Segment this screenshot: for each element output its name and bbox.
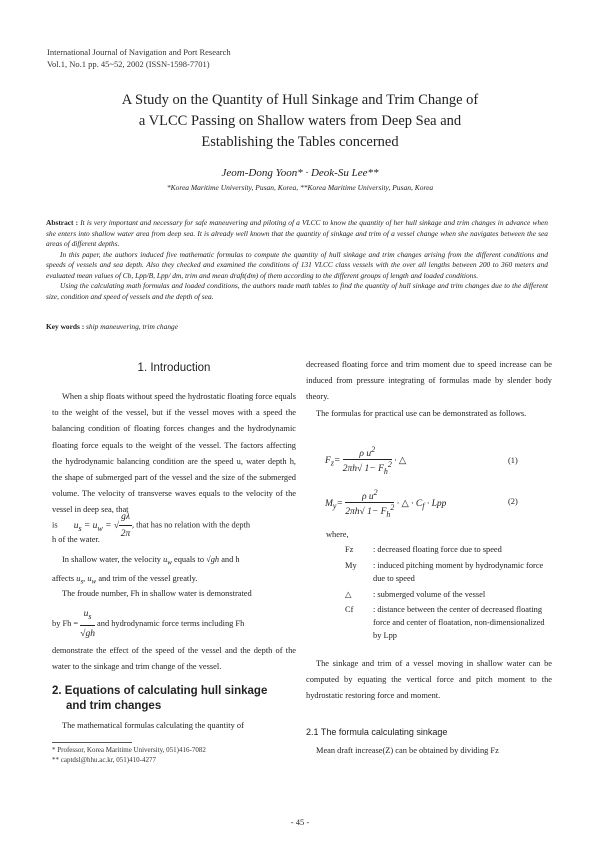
section-2-heading: 2. Equations of calculating hull sinkage and trim changes <box>52 685 268 712</box>
abstract: Abstract : It is very important and necessary for safe maneuvering and piloting of a VLCC to know the quantity of her hull sinkage and trim changes in advance when she enters into shallow water area from deep sea. It is already well known that the quantity of sinkage and trim of a vessel change when she navigates between the sea areas of different depths. In this paper, the authors induced five mathematic formulas to compute the quantity of hull sinkage and trim changes arising from the different conditions and speeds of vessels and sea depth. Also they checked and examined the conditions of 131 VLCC class vessels with the over all lengths between 200 to 360 meters and evaluated mean values of Cb, Lpp/B, Lpp/ dm, trim and mean draft(dm) of them according to the different groups of length and loaded conditions. Using the calculating math formulas and loaded conditions, the authors made math tables to find the quantity of hull sinkage and trim changes due to the different size, condition and speed of vessels and the depth of sea. <box>46 218 549 301</box>
footnotes: * Professor, Korea Maritime University, 051)416-7082 ** captdsl@hhu.ac.kr, 051)410-4277 <box>52 746 206 764</box>
authors: Jeom-Dong Yoon* · Deok-Su Lee** <box>221 167 379 179</box>
subsection-2-1-heading: 2.1 The formula calculating sinkage <box>306 727 448 737</box>
page-number: - 45 - <box>290 817 310 827</box>
abstract-label: Abstract : <box>46 218 81 227</box>
right-para-1: decreased floating force and trim moment due to speed increase can be induced from pressure integrating of formulas made by slender body theory. The formulas for practical use can be demonstrated as follows. <box>306 360 552 418</box>
equation-2: $M_y=$ $\frac{\rho u^2}{2\pi h√ 1- F_h^2}$ · △ · $C_f$ · Lpp <box>325 488 447 520</box>
equation-2-number: (2) <box>508 497 518 506</box>
paper-title: A Study on the Quantity of Hull Sinkage and Trim Change of a VLCC Passing on Shallow waters from Deep Sea and Establishing the Tables concerned <box>121 92 479 150</box>
keywords: Key words : ship maneuvering, trim change <box>46 322 178 331</box>
journal-name: International Journal of Navigation and Port Research <box>47 47 231 57</box>
right-para-4: Mean draft increase(Z) can be obtained by dividing Fz <box>316 746 499 755</box>
affiliation: *Korea Maritime University, Pusan, Korea, **Korea Maritime University, Pusan, Korea <box>166 183 434 192</box>
equation-1-number: (1) <box>508 456 518 465</box>
section-2-body: The mathematical formulas calculating the quantity of <box>62 721 244 730</box>
wave-velocity-equation: is $u_s = u_w$ = √ $\frac{g\lambda}{2\pi}$ , that has no relation with the depth <box>52 509 296 533</box>
journal-volume: Vol.1, No.1 pp. 45~52, 2002 (ISSN-1598-7701) <box>47 59 210 69</box>
section-1-heading: 1. Introduction <box>137 362 211 374</box>
section-1-para-3: The froude number, Fh in shallow water is demonstrated by Fh = $\frac{u_s}{√gh}$ and hydrodynamic force terms including Fh demonstrate the effect of the speed of the vessel and the depth of the water to the sinkage and trim change of the vessel. <box>52 589 296 671</box>
section-1-eq-end: h of the water. <box>52 535 100 544</box>
journal-header <box>47 46 231 70</box>
right-para-3: The sinkage and trim of a vessel moving in shallow water can be computed by equating the vertical force and pitch moment to the hydrostatic restoring force and moment. <box>306 659 552 701</box>
section-1-para-2: In shallow water, the velocity $u_w$ equals to √gh and h affects $u_s$, $u_w$ and trim of the vessel greatly. <box>52 555 240 586</box>
footnote-rule <box>52 742 132 743</box>
where-label: where, <box>326 530 349 539</box>
section-1-body: When a ship floats without speed the hydrostatic floating force equals to the weight of the vessel, but if the vessel moves with a speed the balancing condition of floating forces changes and the hydrodynamic floating force equals to the weight of the vessel. The factors affecting the hydrodynamic balancing condition are the speed u, water depth h, the shape of submerged part of the vessel and the size of the submerged volume. The velocity of transverse waves equals to the velocity of the vessel in deep sea, that <box>52 392 296 515</box>
equation-1: $F_z=$ $\frac{\rho u^2}{2\pi h√ 1- F_h^2}$ · △ <box>325 445 407 477</box>
